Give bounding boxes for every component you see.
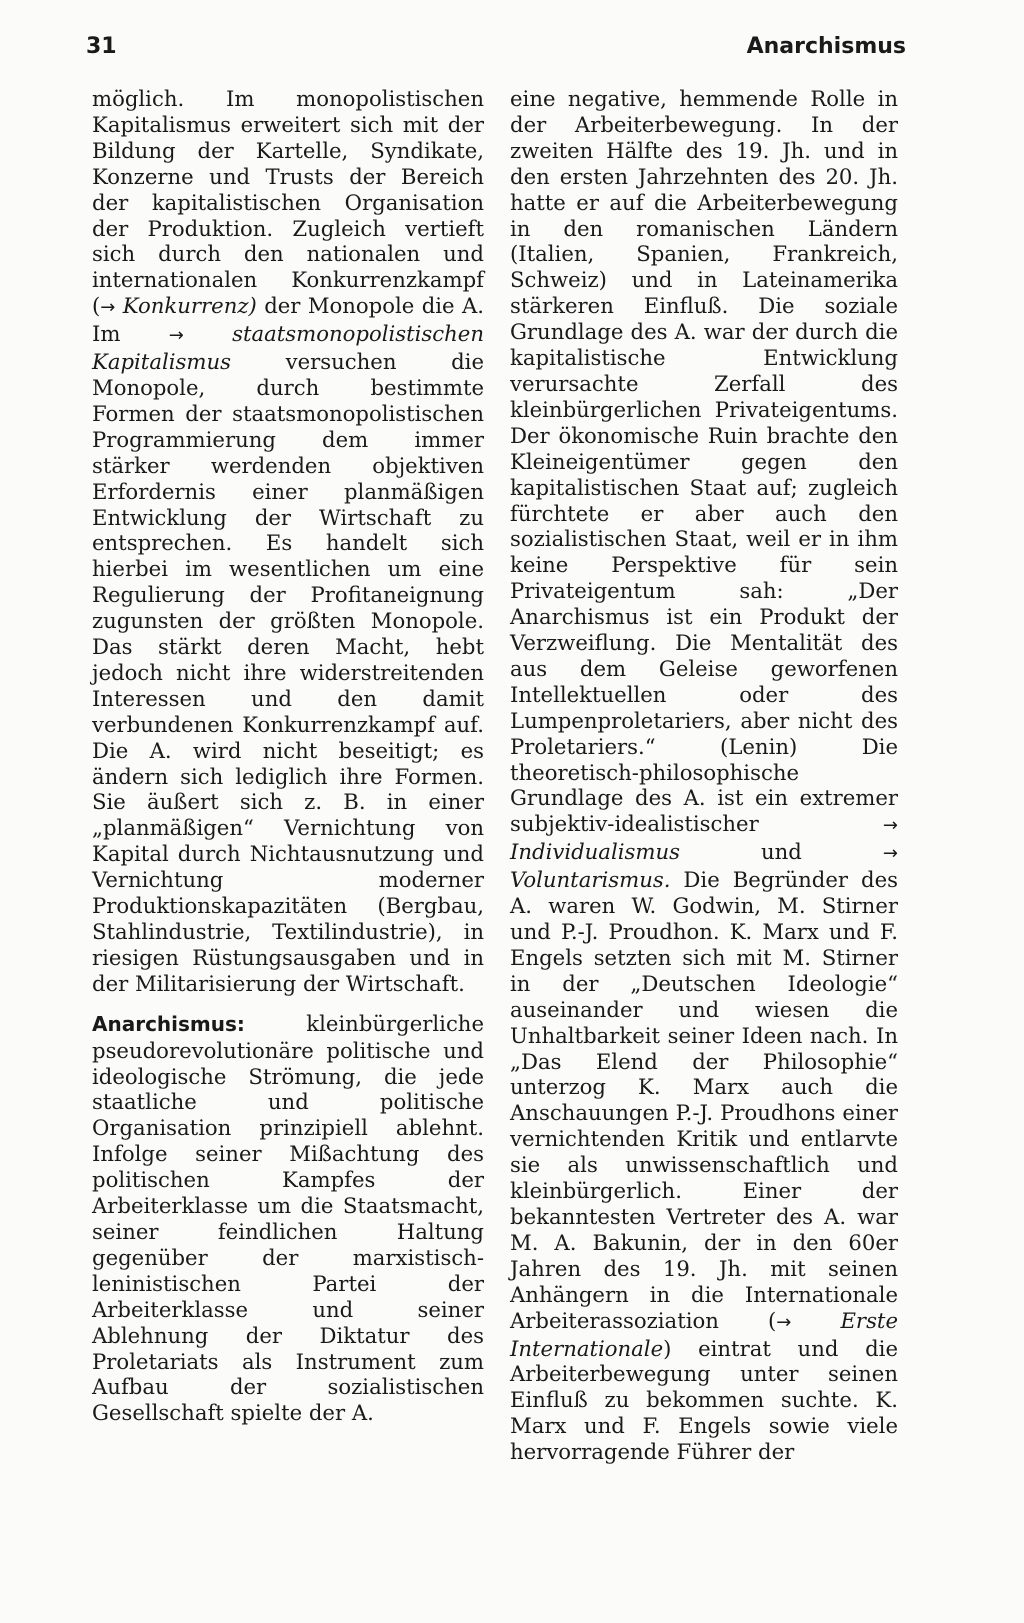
cross-reference-arrow-icon: →: [882, 815, 898, 837]
text-run: ) eintrat und die Arbeiterbewegung unter seinen Einfluß zu bekommen suchte. K. Marx und F. Engels sowie viele hervorragende Führer der: [510, 1335, 898, 1465]
left-column: [92, 86, 484, 1426]
paragraph-continuation: [510, 86, 898, 1465]
cross-reference-konkurrenz[interactable]: Konkurrenz): [115, 293, 257, 319]
cross-reference-individualismus[interactable]: Individualismus: [510, 839, 680, 865]
text-run: möglich. Im monopolistischen Kapitalismus erweitert sich mit der Bildung der Kartelle, Syndikate, Konzerne und Trusts der Bereich der kapitalistischen Organisation der Produktion. Zugleich vertieft sich durch den nationalen und internationalen Konkurrenzkampf (: [92, 86, 484, 319]
text-run: Die Begründer des A. waren W. Godwin, M. Stirner und P.-J. Proudhon. K. Marx und F. Engels setzten sich mit M. Stirner in der „Deutschen Ideologie“ auseinander und wiesen die Unhaltbarkeit seiner Ideen nach. In „Das Elend der Philosophie“ unterzog K. Marx auch die Anschauungen P.-J. Proudhons einer vernichtenden Kritik und entlarvte sie als unwissenschaftlich und kleinbürgerlich. Einer der bekanntesten Vertreter des A. war M. A. Bakunin, der in den 60er Jahren des 19. Jh. mit seinen Anhängern in die Internationale Arbeiterassoziation (: [510, 867, 898, 1333]
page-number: 31: [86, 34, 117, 59]
running-head: Anarchismus: [746, 34, 906, 59]
dictionary-entry-anarchismus: [92, 1011, 484, 1427]
text-run: eine negative, hemmende Rolle in der Arbeiterbewegung. In der zweiten Hälfte des 19. Jh. und in den ersten Jahrzehnten des 20. Jh. hatte er auf die Arbeiterbewegung in den romanischen Ländern (Italien, Spanien, Frankreich, Schweiz) und in Lateinamerika stärkeren Einfluß. Die soziale Grundlage des A. war der durch die kapitalistische Entwicklung verursachte Zerfall des kleinbürgerlichen Privateigentums. Der ökonomische Ruin brachte den Kleineigentümer gegen den kapitalistischen Staat auf; zugleich fürchtete er aber auch den sozialistischen Staat, weil er in ihm keine Perspektive für sein Privateigentum sah: „Der Anarchismus ist ein Produkt der Verzweiflung. Die Mentalität des aus dem Geleise geworfenen Intellektuellen oder des Lumpenproletariers, aber nicht des Proletariers.“ (Lenin) Die theoretisch-philosophische Grundlage des A. ist ein extremer subjektiv-idealistischer: [510, 86, 898, 837]
cross-reference-arrow-icon: →: [882, 843, 898, 865]
cross-reference-arrow-icon: →: [168, 325, 184, 347]
cross-reference-staatsmonopolistischer-kapitalismus[interactable]: staatsmonopolistischen Kapitalismus: [92, 321, 484, 375]
text-run: der Monopole die A. Im: [92, 293, 485, 347]
cross-reference-erste-internationale[interactable]: Erste Internationale: [510, 1307, 898, 1361]
paragraph-continuation: [92, 86, 484, 997]
entry-definition: kleinbürgerliche pseudorevolutionäre politische und ideologische Strömung, die jede staatliche und politische Organisation prinzipiell ablehnt. Infolge seiner Mißachtung des politischen Kampfes der Arbeiterklasse um die Staatsmacht, seiner feindlichen Haltung gegenüber der marxistisch-leninistischen Partei der Arbeiterklasse und seiner Ablehnung der Diktatur des Proletariats als Instrument zum Aufbau der sozialistischen Gesellschaft spielte der A.: [92, 1010, 484, 1426]
page-header: [86, 34, 906, 74]
cross-reference-arrow-icon: →: [776, 1311, 792, 1333]
cross-reference-voluntarismus[interactable]: Voluntarismus.: [510, 867, 671, 893]
cross-reference-arrow-icon: →: [100, 297, 116, 319]
text-run: und: [679, 839, 883, 865]
right-column: [510, 86, 898, 1465]
text-run: versuchen die Monopole, durch bestimmte Formen der staatsmonopolistischen Programmierung dem immer stärker werdenden objektiven Erfordernis einer planmäßigen Entwicklung der Wirtschaft zu entsprechen. Es handelt sich hierbei im wesentlichen um eine Regulierung der Profitaneignung zugunsten der größten Monopole. Das stärkt deren Macht, hebt jedoch nicht ihre widerstreitenden Interessen und den damit verbundenen Konkurrenzkampf auf. Die A. wird nicht beseitigt; es ändern sich lediglich ihre Formen. Sie äußert sich z. B. in einer „planmäßigen“ Vernichtung von Kapital durch Nichtausnutzung und Vernichtung moderner Produktionskapazitäten (Bergbau, Stahlindustrie, Textilindustrie), in riesigen Rüstungsausgaben und in der Militarisierung der Wirtschaft.: [92, 349, 484, 996]
entry-headword: Anarchismus:: [92, 1011, 245, 1036]
